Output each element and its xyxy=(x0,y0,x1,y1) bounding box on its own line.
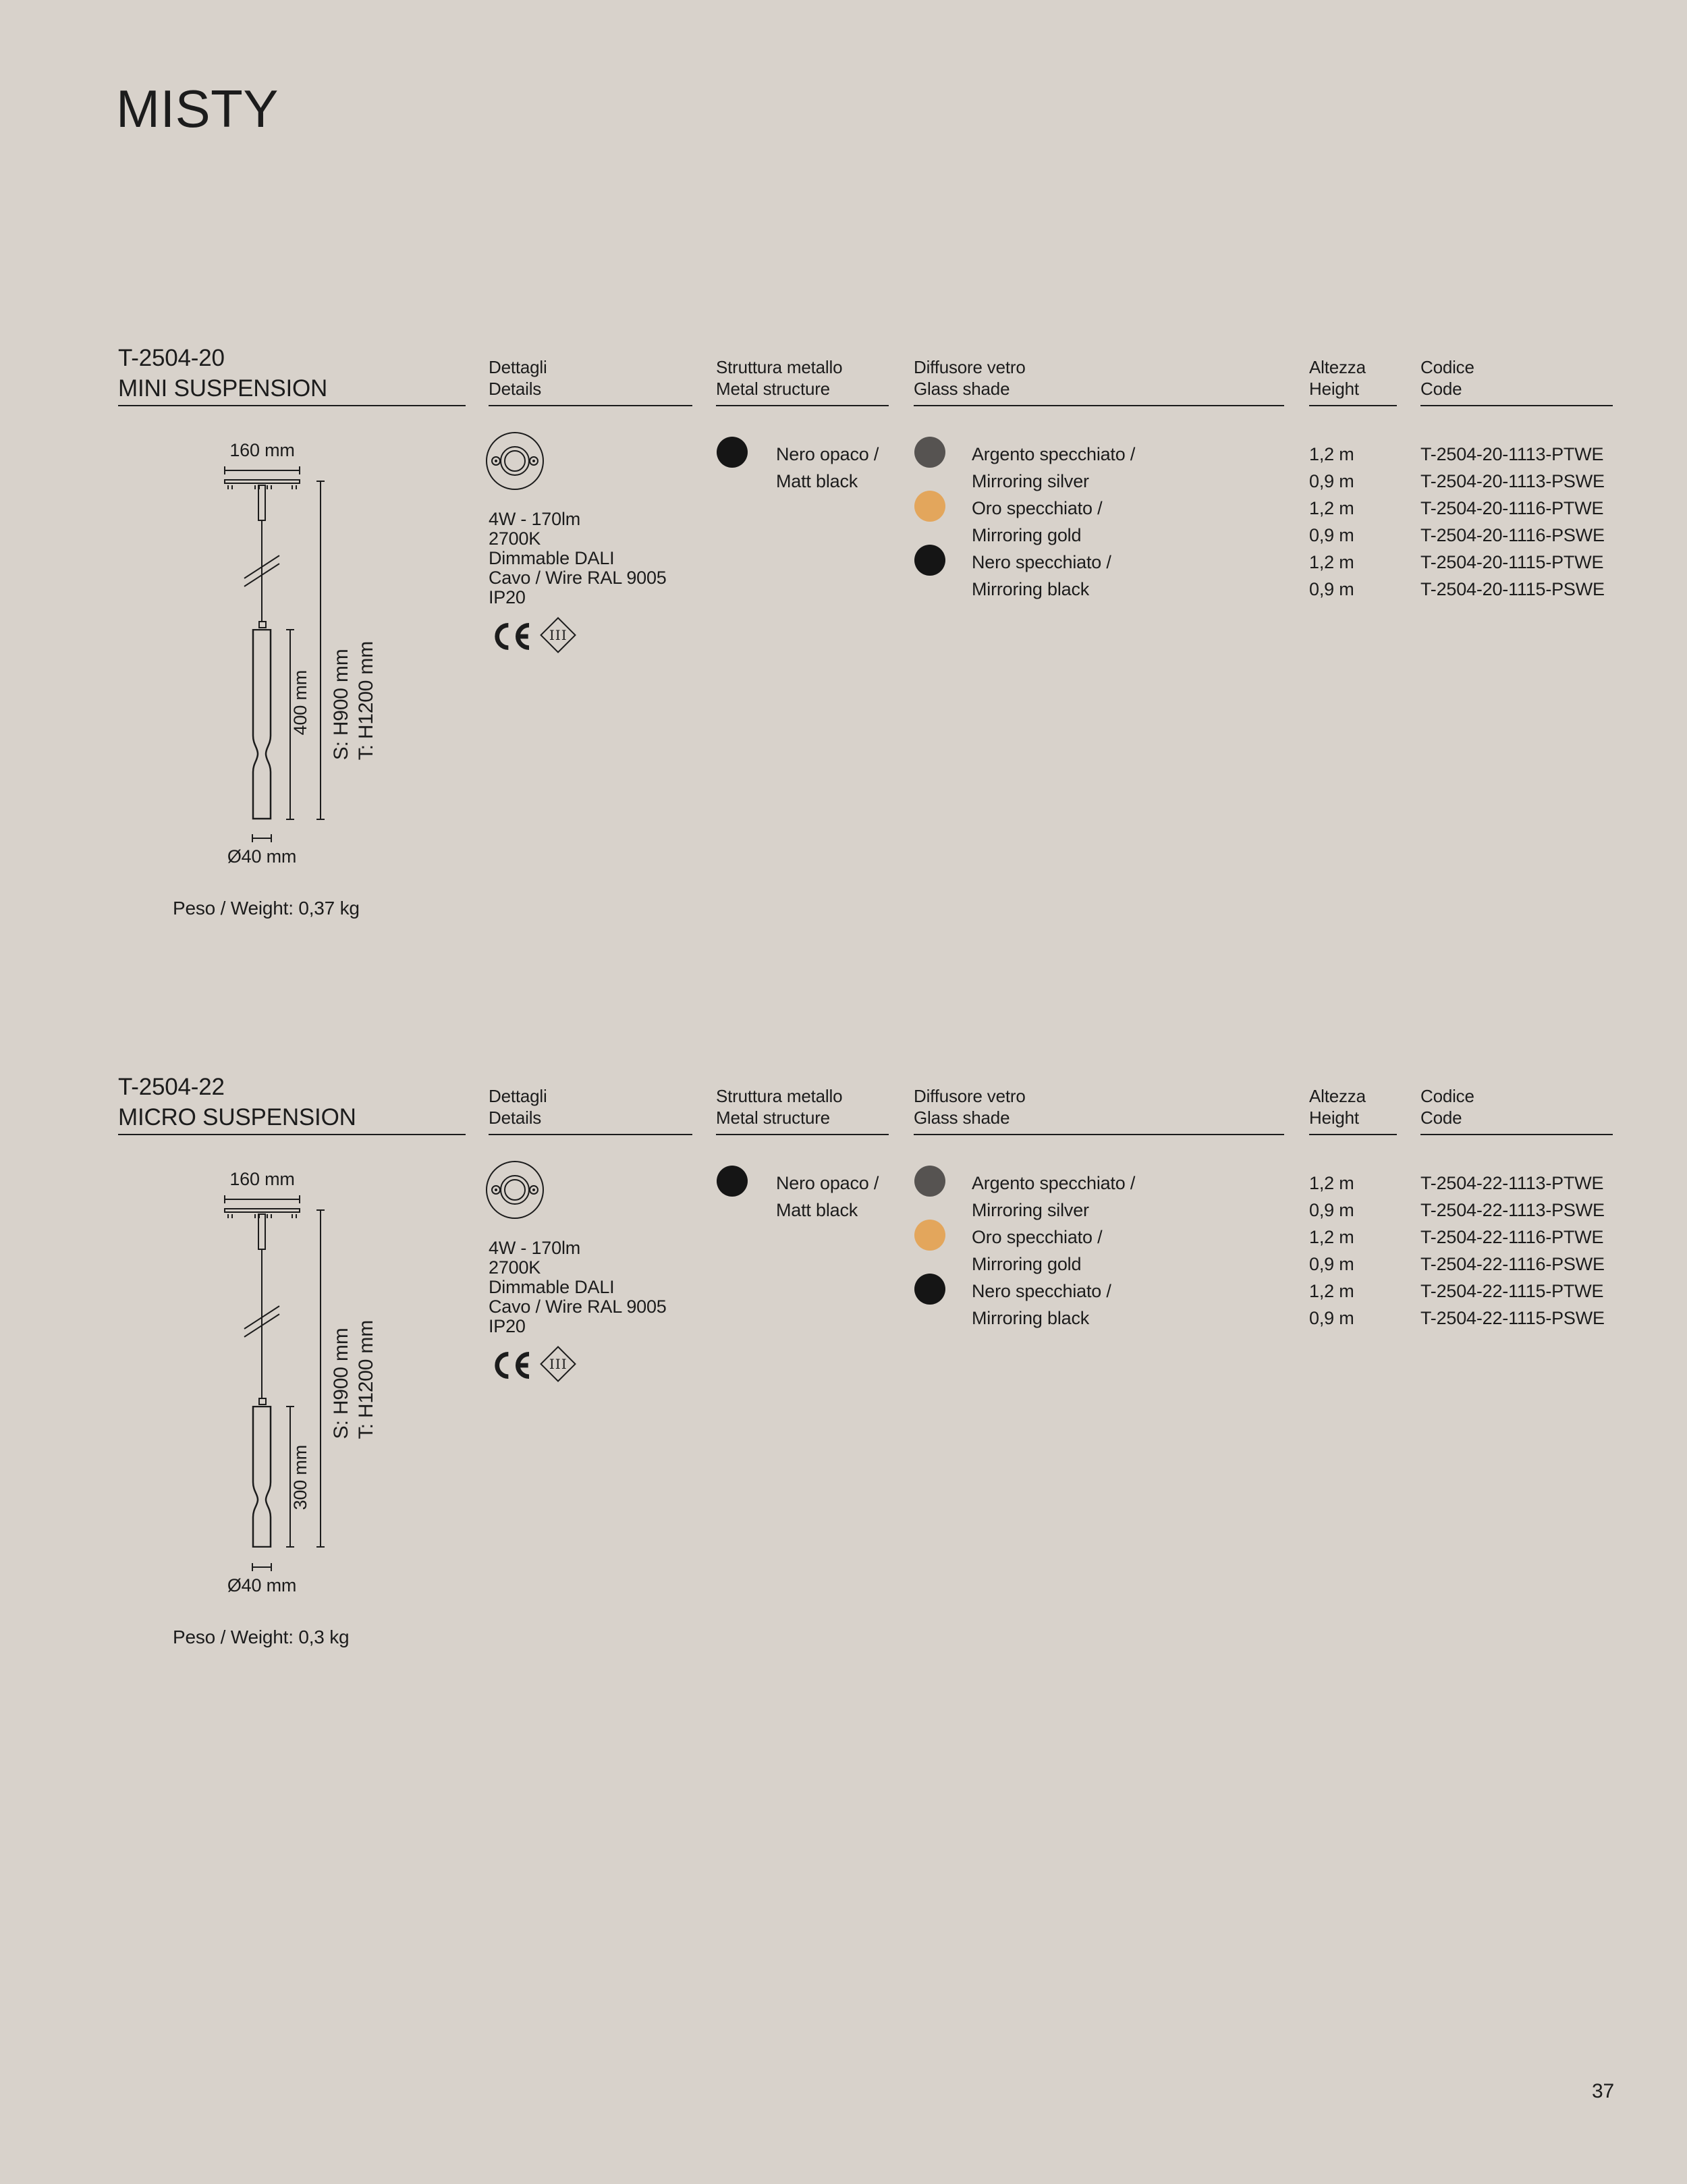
glass-option-height: 0,9 m xyxy=(1309,525,1354,545)
divider xyxy=(716,405,889,406)
divider xyxy=(716,1134,889,1135)
column-header-details xyxy=(489,1085,547,1128)
column-header-label: Struttura metallo xyxy=(716,1086,843,1106)
ce-mark-icon xyxy=(489,1351,532,1380)
glass-option-label: Mirroring silver xyxy=(972,471,1089,491)
suspension-height-t: T: H1200 mm xyxy=(355,1320,377,1440)
column-header-label: Glass shade xyxy=(914,1108,1010,1128)
glass-option-code: T-2504-22-1115-PSWE xyxy=(1420,1308,1605,1328)
column-header-label: Metal structure xyxy=(716,379,830,399)
glass-diffuser-drawing xyxy=(252,1406,272,1548)
glass-option-height: 0,9 m xyxy=(1309,579,1354,599)
column-header-label: Code xyxy=(1420,1108,1462,1128)
glass-option-label: Mirroring gold xyxy=(972,1254,1082,1274)
ce-mark-icon xyxy=(489,622,532,651)
spec-line: Dimmable DALI xyxy=(489,548,615,568)
column-header-label: Dettagli xyxy=(489,1086,547,1106)
glass-option-height: 0,9 m xyxy=(1309,1254,1354,1274)
column-header-glass-shade xyxy=(914,356,1026,400)
dimension-line-diameter xyxy=(252,1566,272,1568)
glass-option-height: 0,9 m xyxy=(1309,1200,1354,1220)
glass-option-code: T-2504-20-1115-PTWE xyxy=(1420,552,1604,572)
plate-mark xyxy=(292,485,293,489)
plate-mark xyxy=(227,1214,229,1218)
glass-option-label: Argento specchiato / xyxy=(972,444,1136,464)
column-header-label: Codice xyxy=(1420,1086,1474,1106)
glass-option-height: 1,2 m xyxy=(1309,1281,1354,1301)
glass-option-label: Argento specchiato / xyxy=(972,1173,1136,1193)
plate-mark xyxy=(292,1214,293,1218)
spec-line: IP20 xyxy=(489,587,526,607)
spec-line: Cavo / Wire RAL 9005 xyxy=(489,1296,667,1317)
plate-mark xyxy=(231,1214,233,1218)
model-name: MINI SUSPENSION xyxy=(118,375,328,402)
divider xyxy=(489,1134,692,1135)
glass-option-label: Oro specchiato / xyxy=(972,1227,1103,1247)
column-header-label: Codice xyxy=(1420,357,1474,377)
glass-height-label: 300 mm xyxy=(290,1445,310,1510)
plate-mark xyxy=(227,485,229,489)
diameter-label: Ø40 mm xyxy=(227,1575,297,1595)
class-iii-label: III xyxy=(549,626,568,643)
dimension-width-label: 160 mm xyxy=(229,1169,295,1189)
glass-option-height: 1,2 m xyxy=(1309,1173,1354,1193)
canopy-top-view-icon xyxy=(485,431,545,491)
column-header-metal-structure xyxy=(716,356,842,400)
column-header-label: Diffusore vetro xyxy=(914,1086,1026,1106)
glass-option-label: Mirroring black xyxy=(972,579,1090,599)
glass-option-height: 0,9 m xyxy=(1309,471,1354,491)
glass-option-label: Mirroring silver xyxy=(972,1200,1089,1220)
metal-color-label-it: Nero opaco / xyxy=(776,1173,879,1193)
weight-label: Peso / Weight: 0,3 kg xyxy=(173,1627,350,1647)
divider xyxy=(118,405,466,406)
model-code: T-2504-22 xyxy=(118,1074,225,1100)
plate-mark xyxy=(296,485,297,489)
suspension-heights-label xyxy=(329,1320,379,1439)
divider xyxy=(1420,405,1613,406)
ceiling-plate-drawing xyxy=(224,1208,300,1213)
glass-option-height: 1,2 m xyxy=(1309,552,1354,572)
glass-option-height: 1,2 m xyxy=(1309,498,1354,518)
glass-option-code: T-2504-22-1113-PSWE xyxy=(1420,1200,1605,1220)
glass-diffuser-drawing xyxy=(252,629,272,820)
glass-option-code: T-2504-20-1116-PTWE xyxy=(1420,498,1604,518)
column-header-label: Dettagli xyxy=(489,357,547,377)
section-title xyxy=(118,343,327,404)
glass-option-height: 1,2 m xyxy=(1309,1227,1354,1247)
divider xyxy=(489,405,692,406)
glass-option-label: Oro specchiato / xyxy=(972,498,1103,518)
model-name: MICRO SUSPENSION xyxy=(118,1104,356,1130)
glass-color-swatch-black xyxy=(914,545,945,576)
glass-option-label: Nero specchiato / xyxy=(972,1281,1111,1301)
page-number: 37 xyxy=(1592,2080,1614,2102)
dimension-line-total-height xyxy=(320,481,321,820)
column-header-label: Height xyxy=(1309,1108,1359,1128)
glass-option-code: T-2504-22-1116-PTWE xyxy=(1420,1227,1604,1247)
stem-drawing xyxy=(258,1213,266,1250)
technical-specs xyxy=(489,1238,667,1336)
column-header-label: Metal structure xyxy=(716,1108,830,1128)
product-section-micro-suspension xyxy=(0,1074,1687,1689)
metal-color-swatch xyxy=(717,437,748,468)
column-header-label: Details xyxy=(489,379,542,399)
metal-color-label-en: Matt black xyxy=(776,1200,858,1220)
glass-color-swatch-gold xyxy=(914,1220,945,1251)
plate-mark xyxy=(254,485,256,489)
canopy-top-view-icon xyxy=(485,1159,545,1220)
dimension-line-total-height xyxy=(320,1209,321,1548)
glass-option-code: T-2504-20-1115-PSWE xyxy=(1420,579,1605,599)
column-header-label: Code xyxy=(1420,379,1462,399)
technical-specs xyxy=(489,510,667,607)
glass-knob-drawing xyxy=(258,621,267,628)
plate-mark xyxy=(254,1214,256,1218)
glass-option-code: T-2504-20-1113-PSWE xyxy=(1420,471,1605,491)
glass-option-code: T-2504-22-1113-PTWE xyxy=(1420,1173,1604,1193)
weight-label: Peso / Weight: 0,37 kg xyxy=(173,898,360,919)
column-header-label: Height xyxy=(1309,379,1359,399)
column-header-code xyxy=(1420,1085,1474,1128)
column-header-code xyxy=(1420,356,1474,400)
suspension-height-t: T: H1200 mm xyxy=(355,641,377,761)
divider xyxy=(1309,1134,1397,1135)
column-header-label: Altezza xyxy=(1309,357,1366,377)
glass-option-code: T-2504-22-1116-PSWE xyxy=(1420,1254,1605,1274)
plate-mark xyxy=(271,485,272,489)
suspension-height-s: S: H900 mm xyxy=(330,1328,352,1440)
glass-color-swatch-silver xyxy=(914,1166,945,1197)
spec-line: 2700K xyxy=(489,528,541,549)
glass-height-label: 400 mm xyxy=(290,670,310,736)
dimension-width-label: 160 mm xyxy=(229,440,295,460)
column-header-metal-structure xyxy=(716,1085,842,1128)
class-iii-label: III xyxy=(549,1355,568,1372)
glass-option-code: T-2504-20-1113-PTWE xyxy=(1420,444,1604,464)
plate-mark xyxy=(267,485,268,489)
column-header-details xyxy=(489,356,547,400)
diameter-label: Ø40 mm xyxy=(227,846,297,867)
plate-mark xyxy=(267,1214,268,1218)
glass-color-swatch-silver xyxy=(914,437,945,468)
glass-option-code: T-2504-20-1116-PSWE xyxy=(1420,525,1605,545)
spec-line: 2700K xyxy=(489,1257,541,1278)
metal-color-label-en: Matt black xyxy=(776,471,858,491)
glass-option-height: 0,9 m xyxy=(1309,1308,1354,1328)
spec-line: Dimmable DALI xyxy=(489,1277,615,1297)
spec-line: Cavo / Wire RAL 9005 xyxy=(489,568,667,588)
ceiling-plate-drawing xyxy=(224,479,300,484)
dimension-line-width xyxy=(224,1199,300,1200)
column-header-glass-shade xyxy=(914,1085,1026,1128)
column-header-height xyxy=(1309,1085,1366,1128)
dimension-line-width xyxy=(224,470,300,471)
stem-drawing xyxy=(258,485,266,521)
product-section-mini-suspension xyxy=(0,346,1687,960)
suspension-heights-label xyxy=(329,641,379,760)
column-header-label: Struttura metallo xyxy=(716,357,843,377)
column-header-label: Details xyxy=(489,1108,542,1128)
metal-color-label-it: Nero opaco / xyxy=(776,444,879,464)
divider xyxy=(914,1134,1284,1135)
column-header-label: Altezza xyxy=(1309,1086,1366,1106)
suspension-wire-drawing xyxy=(261,521,262,622)
glass-option-code: T-2504-22-1115-PTWE xyxy=(1420,1281,1604,1301)
divider xyxy=(1420,1134,1613,1135)
divider xyxy=(1309,405,1397,406)
glass-option-label: Mirroring gold xyxy=(972,525,1082,545)
page-title: MISTY xyxy=(116,79,279,138)
plate-mark xyxy=(231,485,233,489)
model-code: T-2504-20 xyxy=(118,345,225,371)
column-header-height xyxy=(1309,356,1366,400)
class-iii-diamond-icon xyxy=(540,1346,576,1382)
glass-option-height: 1,2 m xyxy=(1309,444,1354,464)
dimension-line-diameter xyxy=(252,838,272,839)
spec-line: IP20 xyxy=(489,1316,526,1336)
metal-color-swatch xyxy=(717,1166,748,1197)
spec-line: 4W - 170lm xyxy=(489,1238,581,1258)
glass-option-label: Mirroring black xyxy=(972,1308,1090,1328)
divider xyxy=(118,1134,466,1135)
section-title xyxy=(118,1072,356,1132)
glass-color-swatch-gold xyxy=(914,491,945,522)
suspension-height-s: S: H900 mm xyxy=(330,649,352,761)
plate-mark xyxy=(271,1214,272,1218)
spec-line: 4W - 170lm xyxy=(489,509,581,529)
glass-option-label: Nero specchiato / xyxy=(972,552,1111,572)
glass-color-swatch-black xyxy=(914,1274,945,1305)
glass-knob-drawing xyxy=(258,1398,267,1405)
column-header-label: Glass shade xyxy=(914,379,1010,399)
class-iii-diamond-icon xyxy=(540,617,576,653)
divider xyxy=(914,405,1284,406)
plate-mark xyxy=(296,1214,297,1218)
column-header-label: Diffusore vetro xyxy=(914,357,1026,377)
